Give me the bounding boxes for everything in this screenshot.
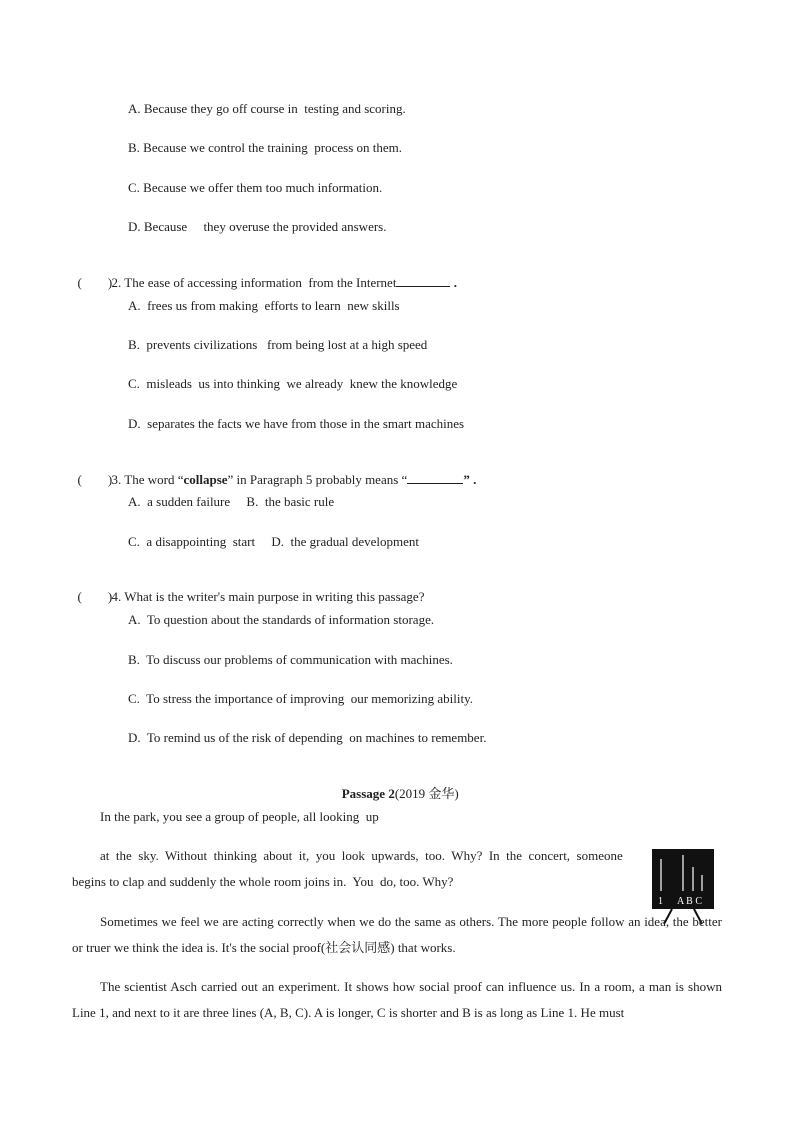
q4-option-d: D. To remind us of the risk of depending on machines to remember. [128, 730, 487, 745]
figure-label-abc: A B C [677, 896, 703, 907]
question-4 [71, 573, 424, 605]
paragraph-1-line-1: In the park, you see a group of people, all looking up [100, 809, 379, 824]
answer-bracket[interactable]: ( ) [77, 589, 113, 604]
q4-option-a: A. To question about the standards of information storage. [128, 612, 435, 627]
answer-blank [396, 274, 450, 287]
question-3-stem-suffix: ” in Paragraph 5 probably means “ [227, 472, 408, 487]
paragraph-1-line-3: begins to clap and suddenly the whole room joins in. You do, too. Why? [72, 874, 454, 889]
answer-bracket[interactable]: ( ) [77, 472, 113, 487]
question-4-stem: 4. What is the writer's main purpose in writing this passage? [111, 589, 425, 604]
paragraph-2: Sometimes we feel we are acting correctly when we do the same as others. The more people follow an idea, the better or truer we think the idea is. It's the social proof(社会认同感) that works. [72, 914, 722, 955]
question-3-stem-prefix: 3. The word “ [111, 472, 184, 487]
passage-title-bold: Passage 2 [341, 786, 395, 801]
passage-title-source: (2019 金华) [394, 786, 459, 801]
q1-option-d: D. Because they overuse the provided answers. [128, 219, 387, 234]
question-2-stem: 2. The ease of accessing information from the Internet [111, 275, 397, 290]
paragraph-3: The scientist Asch carried out an experiment. It shows how social proof can influence us. In a room, a man is shown Line 1, and next to it are three lines (A, B, C). A is longer, C is shorter and B is as long as Line 1. He must [72, 979, 722, 1020]
question-3-end: ” . [463, 472, 477, 487]
question-3-keyword: collapse [183, 472, 228, 487]
q2-option-c: C. misleads us into thinking we already knew the knowledge [128, 376, 458, 391]
q4-option-c: C. To stress the importance of improving our memorizing ability. [128, 691, 473, 706]
answer-bracket[interactable]: ( ) [77, 275, 113, 290]
question-2 [71, 258, 457, 291]
answer-blank [407, 471, 463, 484]
q4-option-b: B. To discuss our problems of communication with machines. [128, 652, 453, 667]
passage-title [0, 770, 794, 802]
paragraph-1-line-2: at the sky. Without thinking about it, you look upwards, too. Why? In the concert, someone [100, 848, 623, 863]
q2-option-b: B. prevents civilizations from being lost at a high speed [128, 337, 428, 352]
figure-label-1: 1 [658, 896, 663, 907]
q1-option-c: C. Because we offer them too much information. [128, 180, 383, 195]
q2-option-a: A. frees us from making efforts to learn new skills [128, 298, 400, 313]
q1-option-b: B. Because we control the training process on them. [128, 140, 403, 155]
q3-option-ab: A. a sudden failure B. the basic rule [128, 494, 335, 509]
question-3 [71, 455, 476, 488]
q1-option-a: A. Because they go off course in testing and scoring. [128, 101, 406, 116]
q3-option-cd: C. a disappointing start D. the gradual development [128, 534, 419, 549]
q2-option-d: D. separates the facts we have from those in the smart machines [128, 416, 465, 431]
question-2-end: . [450, 275, 457, 290]
